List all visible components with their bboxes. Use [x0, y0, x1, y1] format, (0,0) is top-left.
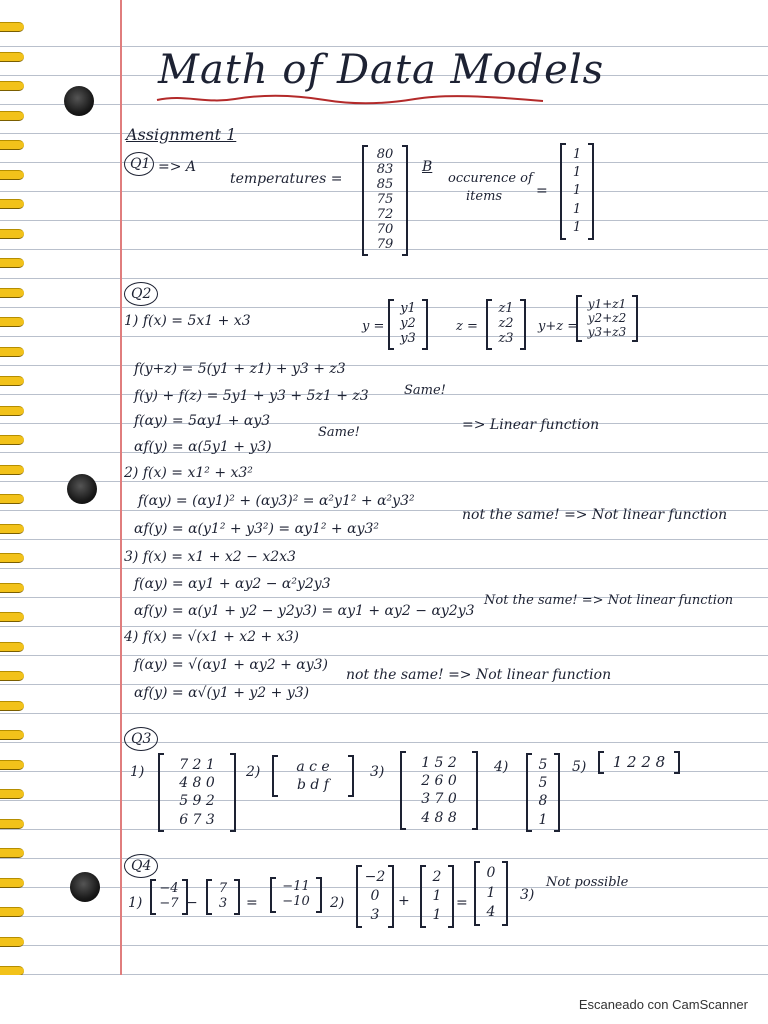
matrix-cell: z2	[498, 315, 514, 331]
q1-arrow: => A	[158, 159, 197, 175]
q2-part3-function: 3) f(x) = x1 + x2 − x2x3	[124, 549, 296, 565]
q2-p1-line1: f(y+z) = 5(y1 + z1) + y3 + z3	[134, 361, 346, 377]
q2-label: Q2	[131, 286, 152, 302]
matrix-cell: 1	[572, 219, 582, 235]
matrix-cell: 8	[538, 793, 548, 810]
matrix-row: 1 2 2 8	[612, 753, 666, 771]
matrix-row: b d f	[296, 777, 329, 794]
matrix-cell: 7	[218, 881, 228, 896]
y-plus-z-vector	[576, 296, 638, 341]
spiral-coil	[0, 907, 24, 917]
matrix-cell: 1	[572, 183, 582, 199]
q1-label: Q1	[130, 156, 151, 172]
matrix-row: 1 5 2	[421, 755, 457, 771]
q2-p1-line4: αf(y) = α(5y1 + y3)	[134, 439, 272, 455]
q4-item3-number: 3)	[520, 887, 535, 903]
spiral-coil	[0, 494, 24, 504]
q3-item3-number: 3)	[370, 764, 385, 780]
matrix-cell: −11	[282, 879, 310, 894]
z-vector	[486, 300, 526, 349]
q4-vector-a	[150, 880, 188, 914]
spiral-binding	[0, 0, 28, 975]
matrix-cell: 3	[218, 895, 228, 911]
page-title: Math of Data Models	[158, 47, 605, 93]
q4-minus: −	[186, 895, 198, 911]
q3-item1-number: 1)	[130, 764, 145, 780]
matrix-cell: 1	[432, 887, 442, 904]
matrix-cell: 1	[432, 906, 442, 923]
spiral-coil	[0, 583, 24, 593]
punch-hole	[70, 872, 100, 902]
q3-matrix-5	[598, 752, 680, 773]
q2-p4-result: not the same! => Not linear function	[346, 667, 612, 683]
q2-part4-function: 4) f(x) = √(x1 + x2 + x3)	[124, 629, 299, 645]
temperatures-label: temperatures =	[230, 171, 343, 187]
matrix-cell: 80	[376, 147, 394, 162]
spiral-coil	[0, 317, 24, 327]
q2-p3-result: Not the same! => Not linear function	[484, 593, 734, 608]
occurence-equals: =	[536, 183, 548, 199]
spiral-coil	[0, 465, 24, 475]
q4-result-2	[474, 862, 508, 925]
q2-p1-line2: f(y) + f(z) = 5y1 + y3 + 5z1 + z3	[134, 388, 369, 404]
spiral-coil	[0, 848, 24, 858]
spiral-coil	[0, 258, 24, 268]
matrix-cell: 5	[538, 757, 548, 773]
matrix-cell: 75	[376, 191, 394, 207]
q2-p4-line2: αf(y) = α√(y1 + y2 + y3)	[134, 685, 310, 701]
q3-matrix-2	[272, 756, 354, 796]
spiral-coil	[0, 170, 24, 180]
q2-part2-function: 2) f(x) = x1² + x3²	[124, 465, 253, 481]
matrix-cell: −7	[159, 895, 179, 911]
matrix-cell: 85	[376, 176, 394, 192]
spiral-coil	[0, 642, 24, 652]
q4-not-possible: Not possible	[546, 875, 629, 890]
spiral-coil	[0, 81, 24, 91]
scanner-watermark: Escaneado con CamScanner	[578, 997, 748, 1012]
matrix-row: 3 7 0	[421, 791, 457, 808]
spiral-coil	[0, 966, 24, 975]
spiral-coil	[0, 819, 24, 829]
q3-item4-number: 4)	[494, 759, 509, 775]
matrix-cell: y3+z3	[587, 324, 627, 339]
occurence-vector	[560, 144, 594, 239]
matrix-cell: 83	[376, 161, 394, 177]
z-label: z =	[456, 319, 478, 334]
q2-p2-line2: αf(y) = α(y1² + y3²) = αy1² + αy3²	[134, 521, 379, 537]
matrix-cell: y2+z2	[587, 310, 627, 325]
matrix-cell: 4	[486, 904, 496, 921]
b-label: B	[422, 159, 433, 175]
q2-p1-result: => Linear function	[462, 417, 600, 433]
q3-matrix-4	[526, 754, 560, 831]
y-label: y =	[362, 319, 385, 334]
q3-matrix-1	[158, 754, 236, 831]
matrix-cell: 0	[486, 865, 496, 881]
temperatures-vector	[362, 146, 408, 255]
spiral-coil	[0, 199, 24, 209]
occurence-label-2: items	[466, 189, 503, 204]
spiral-coil	[0, 140, 24, 150]
spiral-coil	[0, 760, 24, 770]
matrix-cell: 1	[572, 147, 582, 162]
q2-p2-result: not the same! => Not linear function	[462, 507, 728, 523]
matrix-cell: 1	[486, 884, 496, 901]
matrix-cell: 0	[370, 887, 380, 904]
y-plus-z-label: y+z =	[538, 319, 579, 334]
margin-line	[120, 0, 122, 975]
q3-label: Q3	[131, 731, 152, 747]
spiral-coil	[0, 22, 24, 32]
q2-p1-line3: f(αy) = 5αy1 + αy3	[134, 413, 271, 429]
punch-hole	[64, 86, 94, 116]
matrix-cell: 1	[572, 165, 582, 181]
spiral-coil	[0, 435, 24, 445]
matrix-row: 5 9 2	[179, 793, 215, 810]
y-vector	[388, 300, 428, 349]
q4-equals-2: =	[456, 895, 468, 911]
q2-p2-line1: f(αy) = (αy1)² + (αy3)² = α²y1² + α²y3²	[138, 493, 415, 509]
matrix-cell: 2	[432, 869, 442, 885]
spiral-coil	[0, 288, 24, 298]
matrix-cell: 72	[376, 206, 394, 222]
matrix-cell: 3	[370, 906, 380, 923]
spiral-coil	[0, 52, 24, 62]
matrix-row: 4 8 0	[179, 775, 215, 792]
spiral-coil	[0, 937, 24, 947]
matrix-cell: z3	[498, 330, 514, 346]
spiral-coil	[0, 111, 24, 121]
q4-vector-d	[420, 866, 454, 927]
matrix-cell: 1	[538, 811, 548, 828]
q2-p1-same2: Same!	[318, 425, 360, 440]
matrix-cell: −10	[282, 893, 310, 909]
assignment-heading: Assignment 1	[126, 125, 237, 144]
matrix-cell: y2	[400, 315, 416, 331]
q4-vector-b	[206, 880, 240, 914]
q3-matrix-3	[400, 752, 478, 829]
q4-label: Q4	[131, 858, 152, 874]
q4-plus: +	[398, 893, 410, 909]
q2-part1-function: 1) f(x) = 5x1 + x3	[124, 313, 251, 329]
matrix-cell: 1	[572, 201, 582, 217]
matrix-row: 6 7 3	[179, 811, 215, 828]
q3-item2-number: 2)	[246, 764, 261, 780]
spiral-coil	[0, 878, 24, 888]
matrix-cell: 70	[376, 221, 394, 237]
q4-item1-number: 1)	[128, 895, 143, 911]
spiral-coil	[0, 347, 24, 357]
q4-result-1	[270, 878, 322, 912]
q4-equals-1: =	[246, 895, 258, 911]
title-underline	[155, 92, 545, 106]
spiral-coil	[0, 406, 24, 416]
q2-p4-line1: f(αy) = √(αy1 + αy2 + αy3)	[134, 657, 329, 673]
matrix-row: 2 6 0	[421, 773, 457, 790]
matrix-cell: −4	[159, 881, 179, 896]
matrix-cell: −2	[364, 869, 386, 885]
matrix-cell: z1	[498, 301, 514, 316]
matrix-row: 4 8 8	[421, 809, 457, 826]
punch-hole	[67, 474, 97, 504]
q4-vector-c	[356, 866, 394, 927]
matrix-row: 7 2 1	[179, 757, 215, 773]
spiral-coil	[0, 701, 24, 711]
matrix-cell: y1	[400, 301, 416, 316]
spiral-coil	[0, 553, 24, 563]
q3-item5-number: 5)	[572, 759, 587, 775]
spiral-coil	[0, 376, 24, 386]
spiral-coil	[0, 229, 24, 239]
q2-p1-same1: Same!	[404, 383, 446, 398]
q2-p3-line1: f(αy) = αy1 + αy2 − α²y2y3	[134, 576, 331, 592]
matrix-cell: 5	[538, 775, 548, 792]
spiral-coil	[0, 671, 24, 681]
spiral-coil	[0, 789, 24, 799]
matrix-cell: y3	[400, 330, 416, 346]
spiral-coil	[0, 524, 24, 534]
q2-p3-line2: αf(y) = α(y1 + y2 − y2y3) = αy1 + αy2 − αy2y3	[134, 603, 475, 619]
spiral-coil	[0, 612, 24, 622]
q4-item2-number: 2)	[330, 895, 345, 911]
scanner-footer	[0, 975, 768, 1024]
matrix-cell: 79	[376, 236, 394, 252]
spiral-coil	[0, 730, 24, 740]
occurence-label-1: occurence of	[448, 171, 533, 186]
matrix-cell: y1+z1	[587, 297, 627, 311]
matrix-row: a c e	[296, 759, 330, 775]
